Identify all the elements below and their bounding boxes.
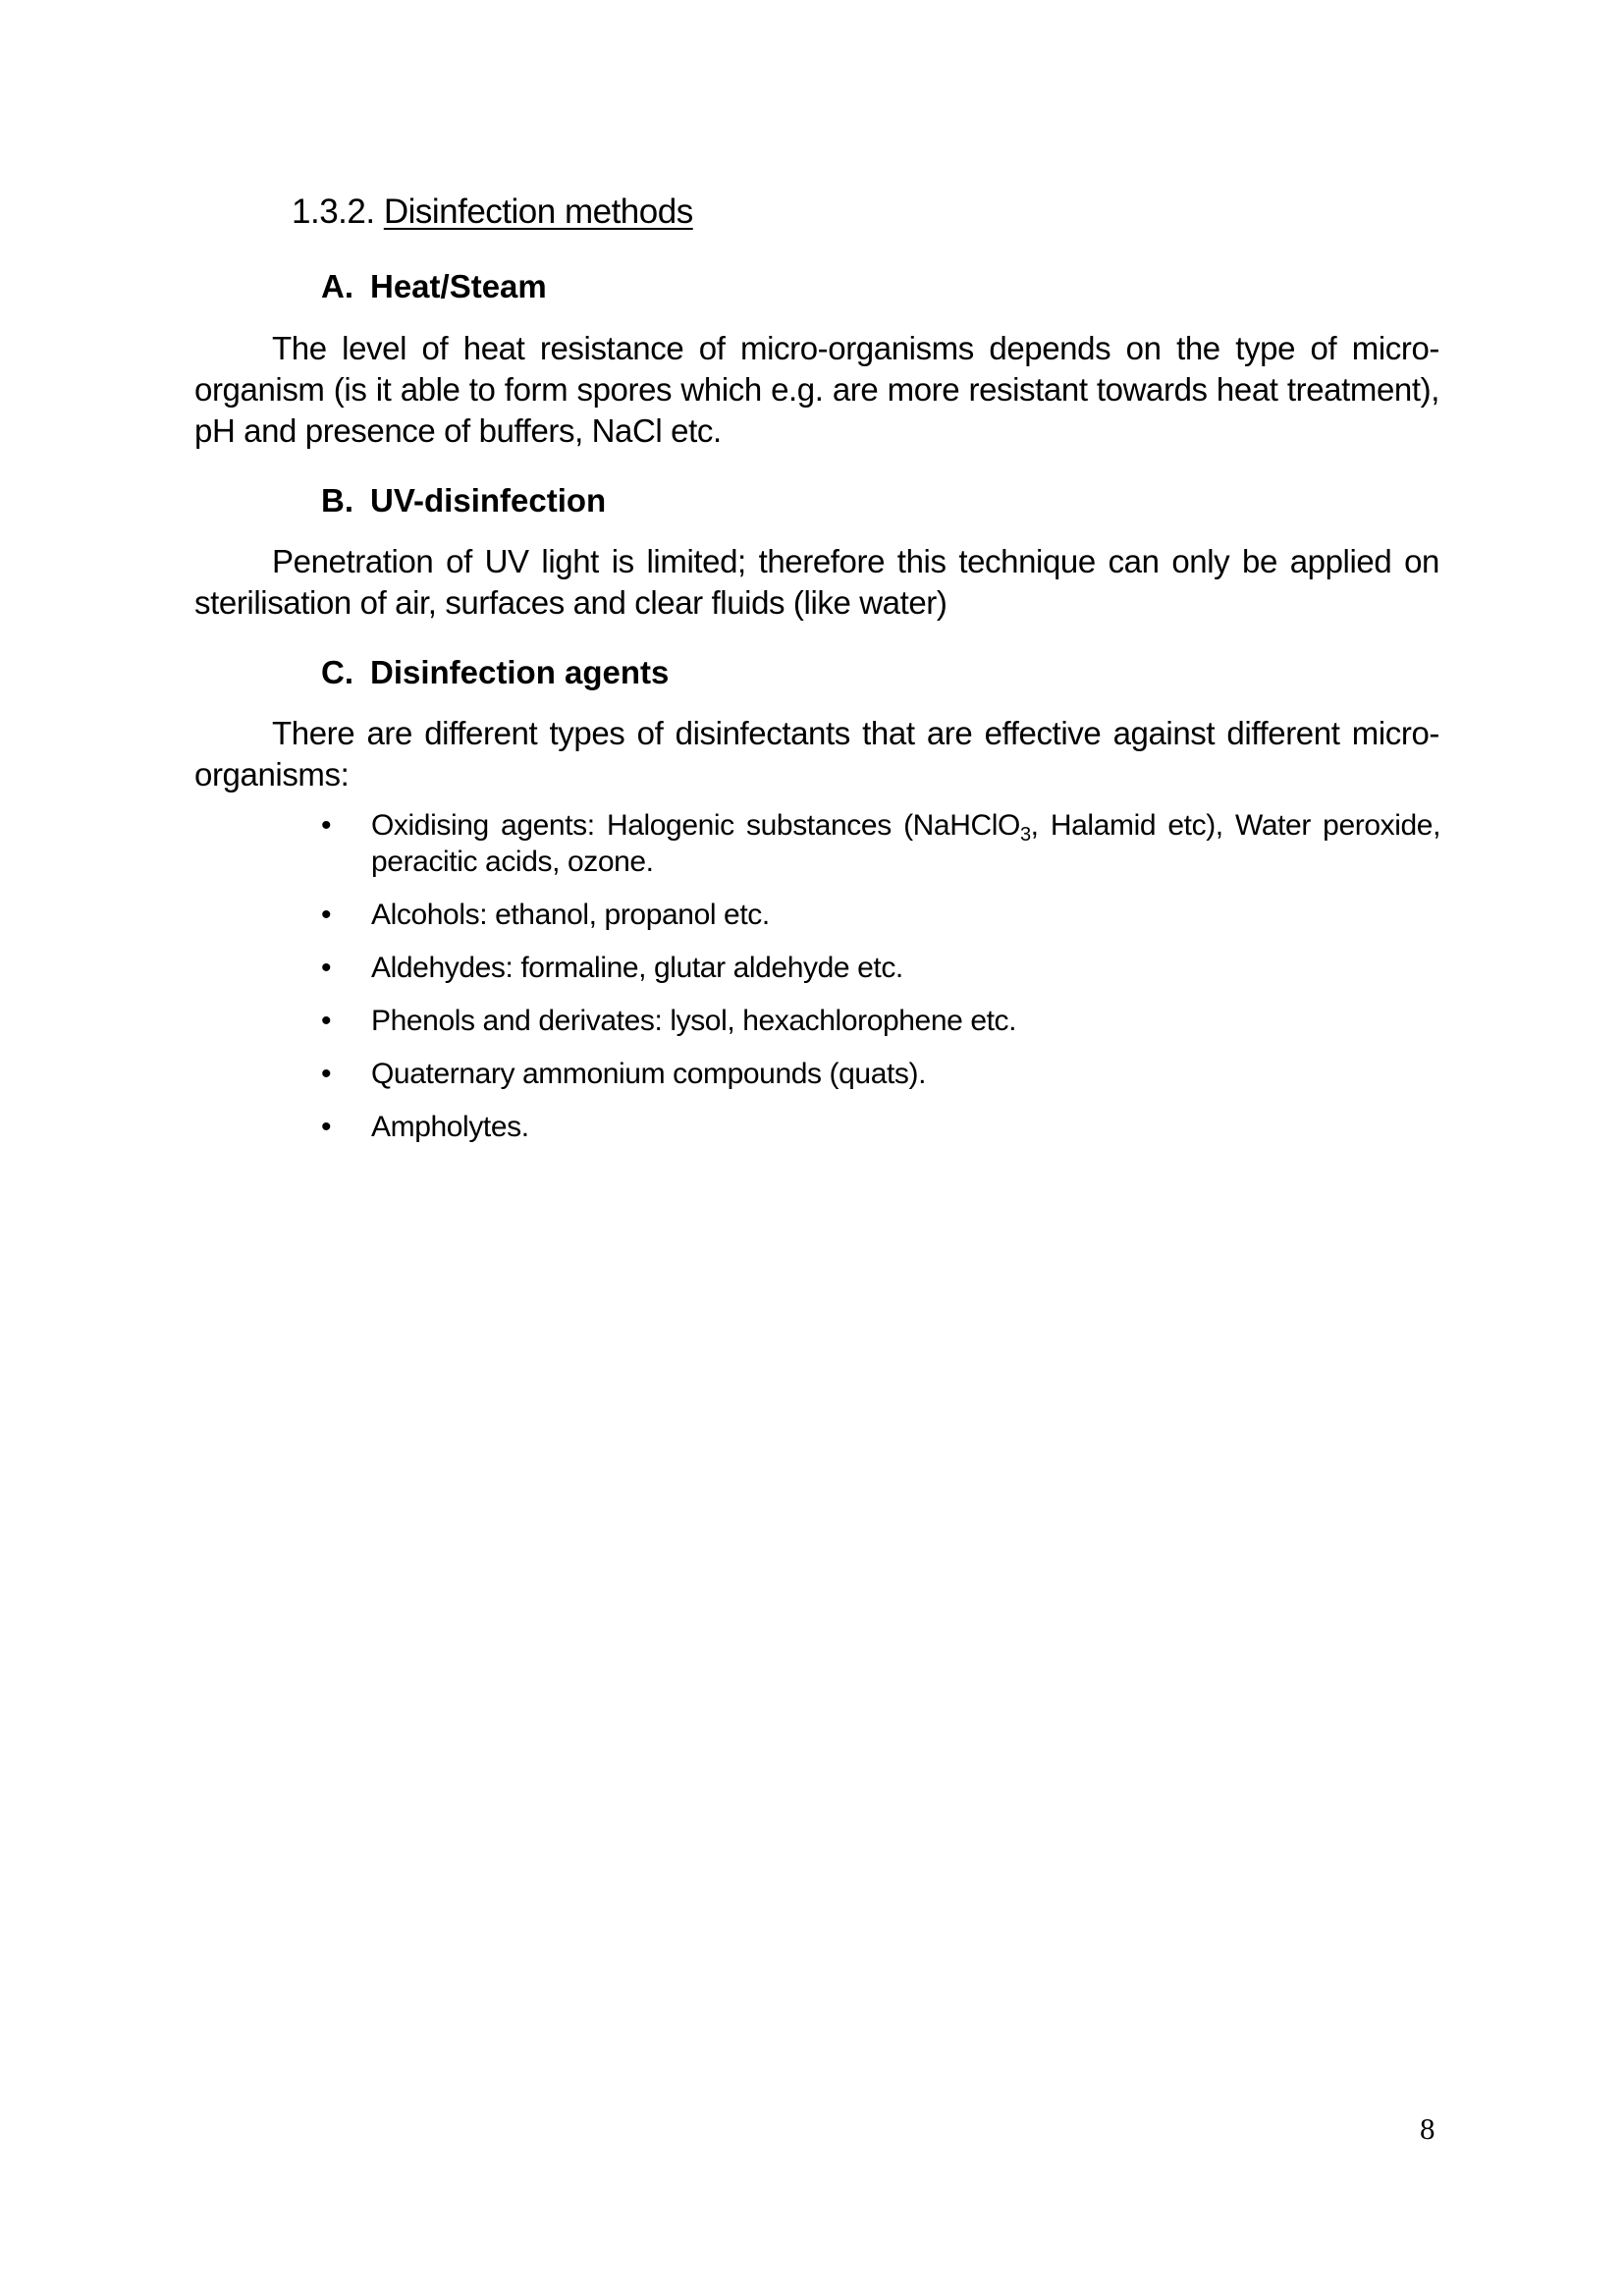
bullet-icon: • [321, 1111, 332, 1143]
paragraph-uv-disinfection [194, 541, 1439, 624]
list-item [321, 807, 1440, 880]
bullet-icon: • [321, 952, 332, 984]
bullet-icon: • [321, 809, 332, 842]
paragraph-line: organism (is it able to form spores which e.g. are more resistant towards heat treatment), [194, 371, 1439, 408]
bullet-icon: • [321, 899, 332, 931]
paragraph-disinfection-agents [194, 713, 1439, 795]
paragraph-line: There are different types of disinfectants that are effective against different micro- [272, 715, 1439, 751]
subheading-letter: B. [321, 482, 353, 519]
paragraph-line: The level of heat resistance of micro-organisms depends on the type of micro- [272, 330, 1439, 366]
list-item [321, 1056, 1440, 1092]
oxidising-text-pre: Oxidising agents: Halogenic substances (NaHClO [371, 809, 1020, 842]
list-item-text: Quaternary ammonium compounds (quats). [371, 1058, 927, 1090]
paragraph-line: Penetration of UV light is limited; therefore this technique can only be applied on [272, 543, 1439, 579]
subheading-uv-disinfection [321, 482, 606, 519]
bullet-icon: • [321, 1005, 332, 1037]
bullet-icon: • [321, 1058, 332, 1090]
list-item-text: Phenols and derivates: lysol, hexachlorophene etc. [371, 1005, 1017, 1037]
list-item-text: Alcohols: ethanol, propanol etc. [371, 899, 770, 931]
section-number: 1.3.2. [292, 192, 375, 231]
list-item-line: peracitic acids, ozone. [371, 846, 654, 878]
subheading-letter: A. [321, 268, 353, 304]
list-item [321, 1003, 1440, 1039]
section-heading [292, 192, 693, 232]
subheading-letter: C. [321, 654, 353, 690]
subheading-title: UV-disinfection [370, 482, 607, 519]
oxidising-text-post: , Halamid etc), Water peroxide, [1030, 809, 1440, 842]
paragraph-line: sterilisation of air, surfaces and clear fluids (like water) [194, 584, 947, 621]
disinfectant-list [321, 807, 1440, 1162]
section-title: Disinfection methods [383, 192, 693, 231]
list-item-line [371, 807, 1440, 844]
paragraph-line: pH and presence of buffers, NaCl etc. [194, 412, 722, 449]
paragraph-heat-steam [194, 328, 1439, 452]
paragraph-line: organisms: [194, 756, 350, 793]
subheading-heat-steam [321, 268, 547, 305]
list-item [321, 897, 1440, 933]
list-item [321, 1109, 1440, 1145]
list-item-text: Aldehydes: formaline, glutar aldehyde etc. [371, 952, 903, 984]
subheading-title: Heat/Steam [370, 268, 547, 304]
subheading-title: Disinfection agents [370, 654, 670, 690]
subheading-disinfection-agents [321, 654, 669, 691]
list-item [321, 950, 1440, 986]
list-item-text: Ampholytes. [371, 1111, 529, 1143]
page-number: 8 [1420, 2111, 1435, 2146]
subscript: 3 [1019, 824, 1031, 846]
